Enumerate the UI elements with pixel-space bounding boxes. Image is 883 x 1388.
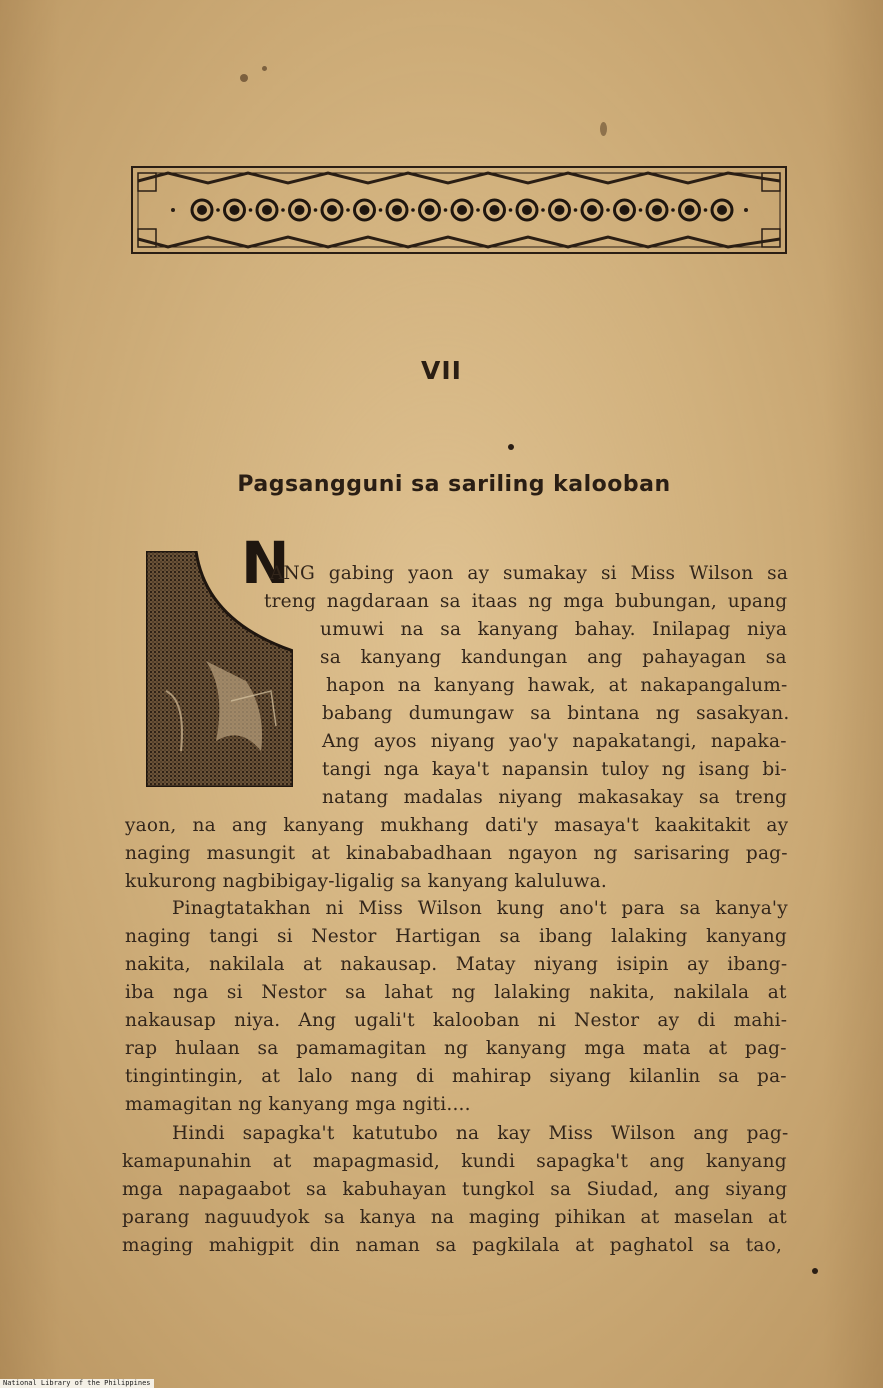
ornament-dot [379,208,383,212]
text-line: babang dumungaw sa bintana ng sasakyan. [322,703,790,724]
ornament-dot [444,208,448,212]
text-line: kamapunahin at mapagmasid, kundi sapagka't ang kanyang [122,1151,787,1172]
ornament-ring-center [686,207,693,214]
ornament-ring-center [264,207,271,214]
text-line: ANG gabing yaon ay sumakay si Miss Wilson sa [270,563,789,584]
ornament-dot [476,208,480,212]
ornament-dot [249,208,253,212]
chapter-title: Pagsangguni sa sariling kalooban [237,472,671,497]
ornament-dot [509,208,513,212]
ornament-dot [216,208,220,212]
text-line: hapon na kanyang hawak, at nakapangalum- [326,675,788,696]
text-line: tingintingin, at lalo nang di mahirap siyang kilanlin sa pa- [125,1066,787,1087]
ornament-ring-center [621,207,628,214]
text-line: parang naguudyok sa kanya na maging pihikan at maselan at [122,1207,787,1228]
text-line: sa kanyang kandungan ang pahayagan sa [320,647,787,668]
text-line: iba nga si Nestor sa lahat ng lalaking nakita, nakilala at [125,982,787,1003]
ornament-ring-center [361,207,368,214]
text-line: rap hulaan sa pamamagitan ng kanyang mga mata at pag- [125,1038,787,1059]
text-line: nakausap niya. Ang ugali't kalooban ni Nestor ay di mahi- [125,1010,788,1031]
text-line: mga napagaabot sa kabuhayan tungkol sa Siudad, ang siyang [122,1179,788,1200]
library-credit: National Library of the Philippines [0,1379,154,1388]
ornament-ring-center [491,207,498,214]
text-line: mamagitan ng kanyang mga ngiti.... [125,1094,471,1115]
text-line: Hindi sapagka't katutubo na kay Miss Wilson ang pag- [172,1123,789,1144]
ornament-ring-center [231,207,238,214]
ornament-dot [639,208,643,212]
ornament-dot [671,208,675,212]
ornament-ring-center [459,207,466,214]
text-line: Pinagtatakhan ni Miss Wilson kung ano't para sa kanya'y [172,898,788,919]
text-line: kukurong nagbibigay-ligalig sa kanyang kaluluwa. [125,871,607,892]
ornament-ring-center [394,207,401,214]
drop-cap-letter: N [241,529,290,597]
decorative-border-ornament [128,163,790,257]
ornament-ring-center [654,207,661,214]
stain-speck [262,66,267,71]
text-line: maging mahigpit din naman sa pagkilala at paghatol sa tao, [122,1235,783,1256]
ornament-dot [508,444,514,450]
stain-speck [240,74,248,82]
text-line: treng nagdaraan sa itaas ng mga bubungan, upang [264,591,788,612]
stain-speck [600,122,607,136]
text-line: naging tangi si Nestor Hartigan sa ibang lalaking kanyang [125,926,787,947]
ornament-ring-center [589,207,596,214]
text-line: Ang ayos niyang yao'y napakatangi, napaka- [322,731,787,752]
ornament-ring-center [524,207,531,214]
ornament-ring-center [426,207,433,214]
ornament-dot [314,208,318,212]
ornament-dot [281,208,285,212]
ornament-dot [704,208,708,212]
text-line: nakita, nakilala at nakausap. Matay niyang isipin ay ibang- [125,954,788,975]
ornament-ring-center [329,207,336,214]
ornament-dot [574,208,578,212]
ornament-ring-center [296,207,303,214]
ornament-ring-center [556,207,563,214]
text-line: natang madalas niyang makasakay sa treng [322,787,788,808]
chapter-number: VII [421,356,462,385]
ornament-ring-center [199,207,206,214]
stain-speck [812,1268,818,1274]
text-line: umuwi na sa kanyang bahay. Inilapag niya [320,619,788,640]
text-line: yaon, na ang kanyang mukhang dati'y masaya't kaakitakit ay [125,815,789,836]
ornament-dot [411,208,415,212]
ornament-dot [541,208,545,212]
text-line: naging masungit at kinababadhaan ngayon ng sarisaring pag- [125,843,788,864]
ornament-dot [606,208,610,212]
ornament-ring-center [719,207,726,214]
ornament-dot [346,208,350,212]
text-line: tangi nga kaya't napansin tuloy ng isang bi- [322,759,788,780]
